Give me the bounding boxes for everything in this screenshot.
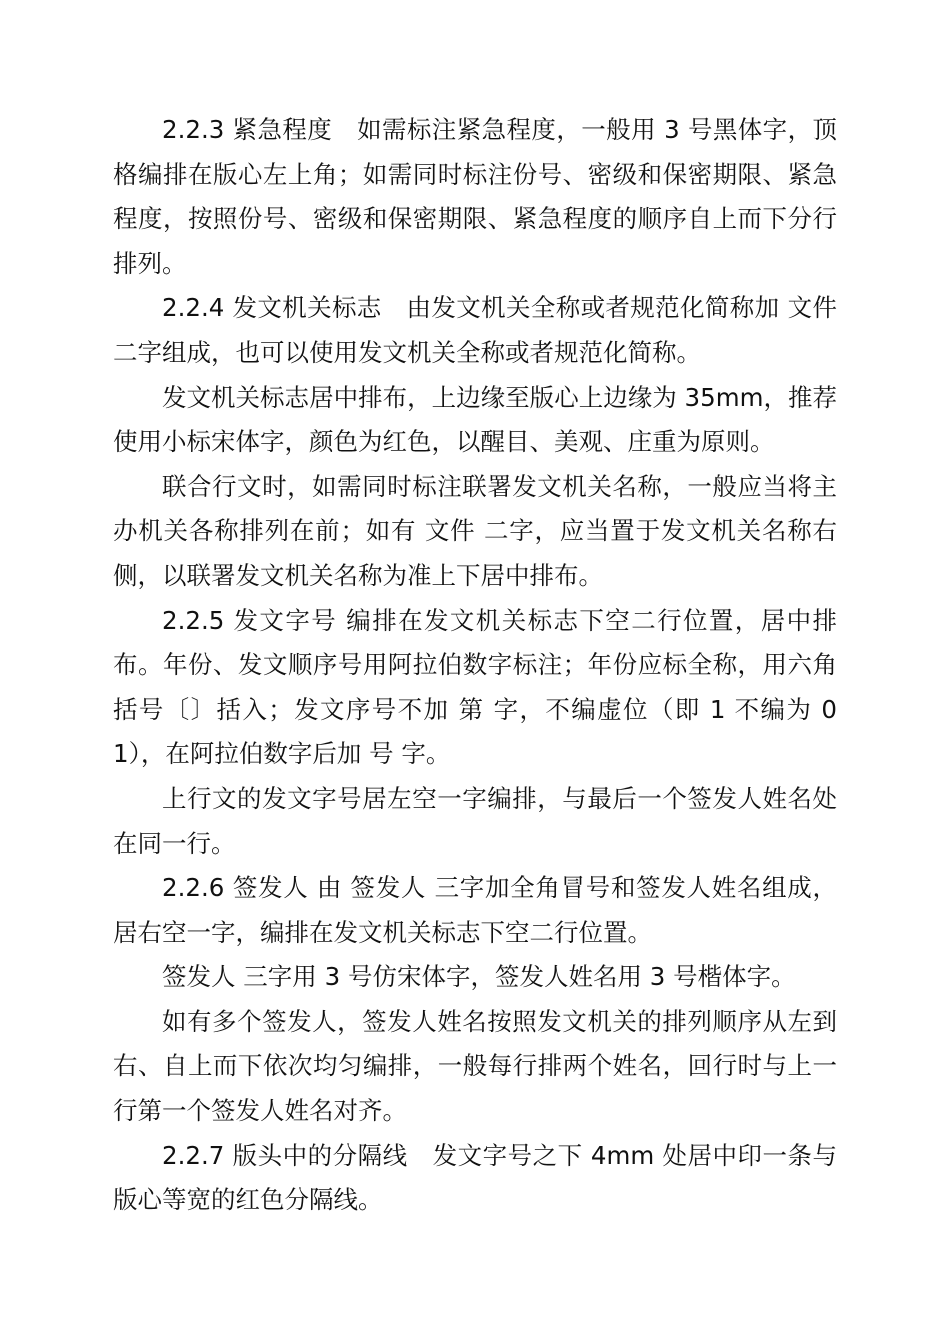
paragraph-header-separator: 2.2.7 版头中的分隔线 发文字号之下 4mm 处居中印一条与版心等宽的红色分隔线。	[113, 1140, 837, 1215]
paragraph-multiple-signers: 如有多个签发人，签发人姓名按照发文机关的排列顺序从左到右、自上而下依次均匀编排，一般每行排两个姓名，回行时与上一行第一个签发人姓名对齐。	[113, 1006, 837, 1126]
paragraph-joint-issuance: 联合行文时，如需同时标注联署发文机关名称，一般应当将主办机关各称排列在前；如有 文件 二字，应当置于发文机关名称右侧，以联署发文机关名称为准上下居中排布。	[113, 471, 837, 590]
paragraph-authority-mark-layout: 发文机关标志居中排布，上边缘至版心上边缘为 35mm，推荐使用小标宋体字，颜色为红色，以醒目、美观、庄重为原则。	[113, 382, 837, 457]
paragraph-document-number: 2.2.5 发文字号 编排在发文机关标志下空二行位置，居中排布。年份、发文顺序号用阿拉伯数字标注；年份应标全称，用六角括号〔〕括入；发文序号不加 第 字，不编虚位（即 1 不编为 01），在阿拉伯数字后加 号 字。	[113, 605, 837, 769]
paragraph-urgency-level: 2.2.3 紧急程度 如需标注紧急程度，一般用 3 号黑体字，顶格编排在版心左上角；如需同时标注份号、密级和保密期限、紧急程度，按照份号、密级和保密期限、紧急程度的顺序自上而下分行排列。	[113, 115, 837, 278]
paragraph-issuing-authority-mark: 2.2.4 发文机关标志 由发文机关全称或者规范化简称加 文件 二字组成，也可以使用发文机关全称或者规范化简称。	[113, 293, 837, 367]
paragraph-upward-document-number: 上行文的发文字号居左空一字编排，与最后一个签发人姓名处在同一行。	[113, 783, 837, 858]
paragraph-signer: 2.2.6 签发人 由 签发人 三字加全角冒号和签发人姓名组成，居右空一字，编排在发文机关标志下空二行位置。	[113, 873, 837, 947]
document-body	[113, 108, 837, 1223]
paragraph-signer-font: 签发人 三字用 3 号仿宋体字，签发人姓名用 3 号楷体字。	[162, 962, 796, 992]
